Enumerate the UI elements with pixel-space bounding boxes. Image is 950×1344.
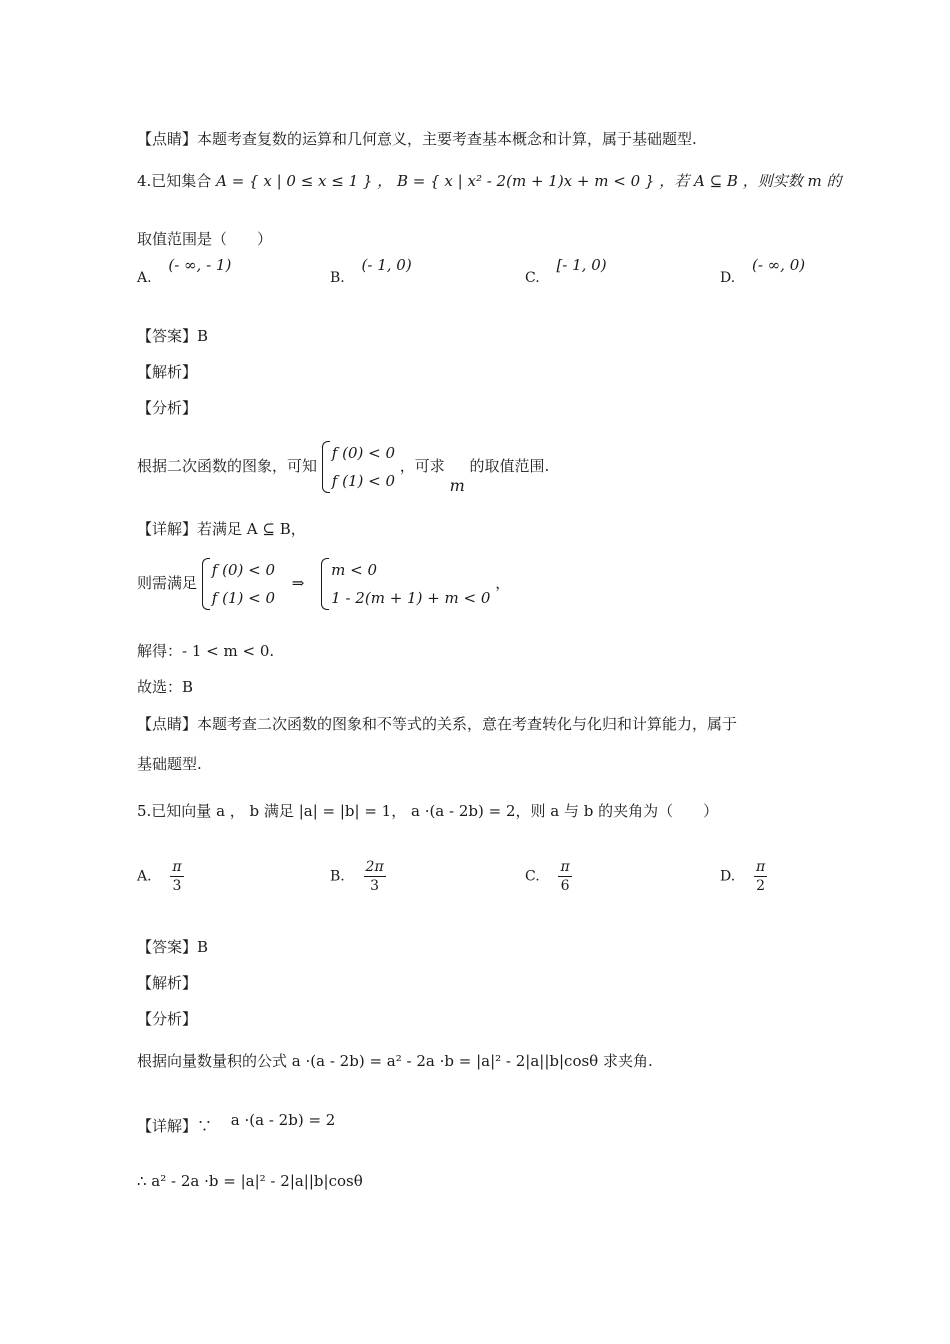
system-row: f (1) < 0 — [331, 472, 396, 490]
q4-option-a[interactable] — [137, 256, 232, 286]
system-m — [321, 556, 490, 612]
question-4-stem — [137, 170, 841, 192]
variable-m: m — [449, 476, 465, 495]
system-f0-f1 — [322, 439, 395, 495]
option-label: A. — [137, 868, 152, 885]
system-row: 1 - 2(m + 1) + m < 0 — [331, 589, 491, 607]
q5-stem-text: 5.已知向量 a ， b 满足 |a| = |b| = 1， a ·(a - 2b) = 2，则 a 与 b 的夹角为（ ） — [137, 802, 719, 820]
xiangjie-5 — [137, 1111, 336, 1137]
option-label: C. — [525, 868, 540, 885]
q5-option-c[interactable] — [525, 858, 572, 895]
option-value: (- ∞, - 1) — [168, 256, 232, 274]
answer-5: 【答案】B — [137, 938, 209, 956]
option-label: D. — [720, 270, 736, 286]
fraction-denominator: 2 — [756, 878, 766, 894]
option-label: B. — [330, 868, 345, 885]
fenxi-5-heading: 【分析】 — [137, 1010, 198, 1028]
option-label: B. — [330, 270, 345, 286]
xiangjie-4: 【详解】若满足 A ⊆ B， — [137, 520, 306, 538]
solution-4: 解得：- 1 < m < 0. — [137, 642, 275, 660]
fraction-denominator: 3 — [172, 878, 182, 894]
xiangjie-4-text: 则需满足 — [137, 574, 198, 592]
system-row: f (0) < 0 — [211, 561, 276, 579]
fraction-numerator: π — [172, 859, 182, 875]
fraction — [170, 858, 183, 895]
summary-q4-a: 【点睛】本题考查二次函数的图象和不等式的关系，意在考查转化与化归和计算能力，属于 — [137, 715, 738, 733]
option-value: [- 1, 0) — [556, 256, 607, 274]
analysis-4-heading: 【解析】 — [137, 363, 198, 381]
answer-4: 【答案】B — [137, 327, 209, 345]
dot-product-formula: a ·(a - 2b) = a² - 2a ·b = |a|² - 2|a||b|cosθ — [291, 1052, 599, 1070]
q4-option-d[interactable] — [720, 256, 806, 286]
fraction — [558, 858, 571, 895]
fraction — [364, 858, 386, 895]
summary-q3: 【点睛】本题考查复数的运算和几何意义，主要考查基本概念和计算，属于基础题型. — [137, 130, 697, 148]
q5-option-a[interactable] — [137, 858, 184, 895]
fenxi-4-text-a: 根据二次函数的图象，可知 — [137, 457, 318, 475]
comma: ， — [495, 574, 511, 592]
system-f0-f1-b — [202, 556, 275, 612]
q5-option-d[interactable] — [720, 858, 767, 895]
fraction-denominator: 3 — [370, 878, 380, 894]
fenxi-5-text-a: 根据向量数量积的公式 — [137, 1052, 288, 1070]
fraction-numerator: π — [560, 859, 570, 875]
xiangjie-4-system — [137, 555, 510, 612]
xiangjie-5-text: 【详解】∵ — [137, 1117, 213, 1135]
fraction — [754, 858, 767, 895]
fraction-denominator: 6 — [560, 878, 570, 894]
fenxi-4-text — [137, 438, 549, 495]
option-label: C. — [525, 270, 540, 286]
option-label: D. — [720, 868, 736, 885]
fraction-numerator: 2π — [365, 859, 384, 875]
system-row: m < 0 — [331, 561, 378, 579]
summary-q4-b: 基础题型. — [137, 755, 202, 773]
q4-option-b[interactable] — [330, 256, 412, 286]
system-row: f (0) < 0 — [331, 444, 396, 462]
fenxi-4-heading: 【分析】 — [137, 399, 198, 417]
q4-option-c[interactable] — [525, 256, 607, 286]
fenxi-4-text-c: 的取值范围. — [469, 457, 550, 475]
q4-set-expression: A = { x | 0 ≤ x ≤ 1 } ， B = { x | x² - 2(m + 1)x + m < 0 } ，若 A ⊆ B ，则实数 m 的 — [216, 172, 842, 190]
implies-symbol: ⇒ — [291, 574, 305, 592]
question-5-stem — [137, 800, 718, 822]
fenxi-5-text-b: 求夹角. — [602, 1052, 653, 1070]
fenxi-4-text-b: ，可求 — [399, 457, 445, 475]
system-row: f (1) < 0 — [211, 589, 276, 607]
question-4-stem-cont: 取值范围是（ ） — [137, 230, 273, 248]
q5-option-b[interactable] — [330, 858, 386, 895]
xiangjie-5-derivation: ∴ a² - 2a ·b = |a|² - 2|a||b|cosθ — [137, 1172, 363, 1190]
option-label: A. — [137, 270, 152, 286]
fenxi-5-text — [137, 1050, 653, 1072]
choice-4: 故选：B — [137, 678, 194, 696]
option-value: (- 1, 0) — [361, 256, 412, 274]
option-value: (- ∞, 0) — [751, 256, 806, 274]
q4-prefix: 4.已知集合 — [137, 172, 212, 190]
analysis-5-heading: 【解析】 — [137, 974, 198, 992]
fraction-numerator: π — [755, 859, 766, 875]
xiangjie-5-equation: a ·(a - 2b) = 2 — [230, 1111, 336, 1129]
